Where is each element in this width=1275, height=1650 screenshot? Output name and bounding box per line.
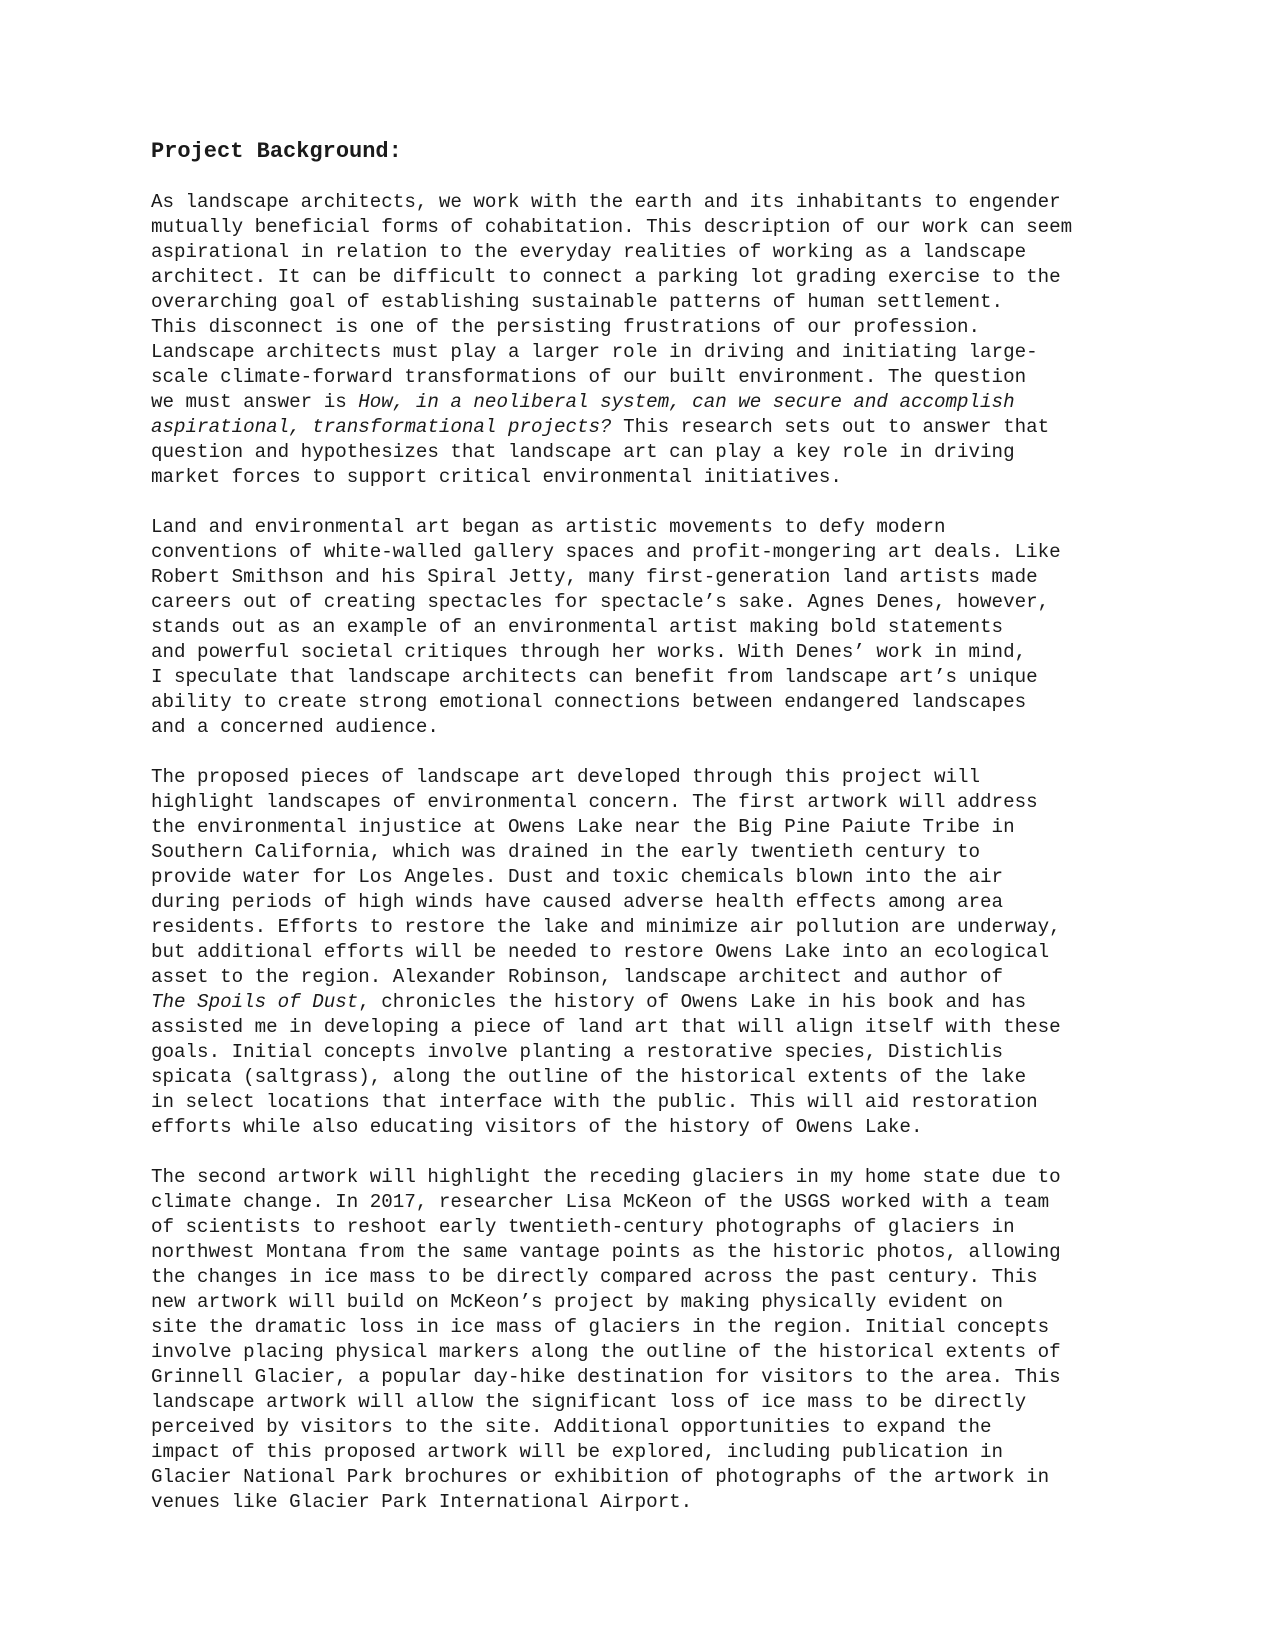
text-line: [151, 590, 1141, 615]
text-run: highlight landscapes of environmental concern. The first artwork will address: [151, 791, 1038, 813]
italic-text: The Spoils of Dust: [151, 991, 359, 1013]
text-line: [151, 940, 1141, 965]
text-line: [151, 765, 1141, 790]
italic-text: How, in a neoliberal system, can we secure and accomplish: [358, 391, 1015, 413]
text-run: This disconnect is one of the persisting frustrations of our profession.: [151, 316, 981, 338]
text-line: [151, 540, 1141, 565]
text-run: careers out of creating spectacles for spectacle’s sake. Agnes Denes, however,: [151, 591, 1050, 613]
text-run: goals. Initial concepts involve planting a restorative species, Distichlis: [151, 1041, 1004, 1063]
text-line: [151, 1290, 1141, 1315]
text-line: [151, 1090, 1141, 1115]
document-body: [151, 190, 1141, 1515]
paragraph-3: [151, 765, 1141, 1140]
text-run: impact of this proposed artwork will be explored, including publication in: [151, 1441, 1004, 1463]
text-run: mutually beneficial forms of cohabitation. This description of our work can seem: [151, 216, 1073, 238]
text-run: involve placing physical markers along the outline of the historical extents of: [151, 1341, 1061, 1363]
text-line: [151, 1265, 1141, 1290]
text-run: but additional efforts will be needed to restore Owens Lake into an ecological: [151, 941, 1050, 963]
text-line: [151, 340, 1141, 365]
text-run: and powerful societal critiques through her works. With Denes’ work in mind,: [151, 641, 1027, 663]
text-run: Glacier National Park brochures or exhibition of photographs of the artwork in: [151, 1466, 1050, 1488]
paragraph-2: [151, 515, 1141, 740]
document-page: [151, 138, 1141, 1540]
text-run: Robert Smithson and his Spiral Jetty, many first-generation land artists made: [151, 566, 1038, 588]
text-line: [151, 965, 1141, 990]
text-line: [151, 690, 1141, 715]
text-line: [151, 1215, 1141, 1240]
text-run: asset to the region. Alexander Robinson, landscape architect and author of: [151, 966, 1004, 988]
text-line: [151, 665, 1141, 690]
text-line: [151, 1340, 1141, 1365]
text-run: conventions of white-walled gallery spaces and profit-mongering art deals. Like: [151, 541, 1061, 563]
text-line: [151, 915, 1141, 940]
text-line: [151, 1465, 1141, 1490]
paragraph-4: [151, 1165, 1141, 1515]
text-line: [151, 865, 1141, 890]
text-line: [151, 840, 1141, 865]
text-line: [151, 1490, 1141, 1515]
text-line: [151, 365, 1141, 390]
text-run: Southern California, which was drained in the early twentieth century to: [151, 841, 981, 863]
text-run: market forces to support critical environmental initiatives.: [151, 466, 842, 488]
text-run: ability to create strong emotional connections between endangered landscapes: [151, 691, 1027, 713]
text-run: site the dramatic loss in ice mass of glaciers in the region. Initial concepts: [151, 1316, 1050, 1338]
text-run: aspirational in relation to the everyday realities of working as a landscape: [151, 241, 1027, 263]
text-line: [151, 1040, 1141, 1065]
text-run: I speculate that landscape architects can benefit from landscape art’s unique: [151, 666, 1038, 688]
text-run: climate change. In 2017, researcher Lisa McKeon of the USGS worked with a team: [151, 1191, 1050, 1213]
text-line: [151, 415, 1141, 440]
text-line: [151, 515, 1141, 540]
text-line: [151, 890, 1141, 915]
text-line: [151, 615, 1141, 640]
text-line: [151, 715, 1141, 740]
text-run: The proposed pieces of landscape art developed through this project will: [151, 766, 981, 788]
text-run: residents. Efforts to restore the lake and minimize air pollution are underway,: [151, 916, 1061, 938]
text-run: Grinnell Glacier, a popular day-hike destination for visitors to the area. This: [151, 1366, 1061, 1388]
text-run: northwest Montana from the same vantage points as the historic photos, allowing: [151, 1241, 1061, 1263]
text-line: [151, 265, 1141, 290]
text-run: Landscape architects must play a larger role in driving and initiating large-: [151, 341, 1038, 363]
text-line: [151, 1165, 1141, 1190]
text-run: architect. It can be difficult to connect a parking lot grading exercise to the: [151, 266, 1061, 288]
text-run: scale climate-forward transformations of our built environment. The question: [151, 366, 1027, 388]
text-line: [151, 190, 1141, 215]
text-run: the environmental injustice at Owens Lake near the Big Pine Paiute Tribe in: [151, 816, 1015, 838]
text-line: [151, 565, 1141, 590]
text-run: efforts while also educating visitors of the history of Owens Lake.: [151, 1116, 923, 1138]
text-run: during periods of high winds have caused adverse health effects among area: [151, 891, 1004, 913]
text-run: the changes in ice mass to be directly compared across the past century. This: [151, 1266, 1038, 1288]
text-run: overarching goal of establishing sustainable patterns of human settlement.: [151, 291, 1004, 313]
text-run: we must answer is: [151, 391, 359, 413]
text-line: [151, 790, 1141, 815]
text-line: [151, 1240, 1141, 1265]
text-run: question and hypothesizes that landscape art can play a key role in driving: [151, 441, 1015, 463]
text-line: [151, 640, 1141, 665]
text-run: provide water for Los Angeles. Dust and toxic chemicals blown into the air: [151, 866, 1004, 888]
text-line: [151, 1015, 1141, 1040]
text-line: [151, 465, 1141, 490]
text-run: , chronicles the history of Owens Lake in his book and has: [358, 991, 1027, 1013]
text-line: [151, 1115, 1141, 1140]
text-run: stands out as an example of an environmental artist making bold statements: [151, 616, 1004, 638]
text-run: Land and environmental art began as artistic movements to defy modern: [151, 516, 946, 538]
paragraph-1: [151, 190, 1141, 490]
text-line: [151, 390, 1141, 415]
text-line: [151, 290, 1141, 315]
text-line: [151, 1415, 1141, 1440]
section-heading: Project Background:: [151, 139, 402, 164]
text-line: [151, 1440, 1141, 1465]
text-line: [151, 240, 1141, 265]
text-line: [151, 315, 1141, 340]
text-run: As landscape architects, we work with the earth and its inhabitants to engender: [151, 191, 1061, 213]
text-run: assisted me in developing a piece of land art that will align itself with these: [151, 1016, 1061, 1038]
text-line: [151, 1365, 1141, 1390]
text-run: perceived by visitors to the site. Additional opportunities to expand the: [151, 1416, 992, 1438]
text-run: spicata (saltgrass), along the outline of the historical extents of the lake: [151, 1066, 1027, 1088]
text-line: [151, 990, 1141, 1015]
text-run: venues like Glacier Park International Airport.: [151, 1491, 693, 1513]
text-run: This research sets out to answer that: [611, 416, 1050, 438]
text-line: [151, 1190, 1141, 1215]
text-line: [151, 1315, 1141, 1340]
text-run: and a concerned audience.: [151, 716, 439, 738]
text-line: [151, 440, 1141, 465]
text-run: landscape artwork will allow the significant loss of ice mass to be directly: [151, 1391, 1027, 1413]
text-run: new artwork will build on McKeon’s project by making physically evident on: [151, 1291, 1004, 1313]
text-line: [151, 215, 1141, 240]
text-run: The second artwork will highlight the receding glaciers in my home state due to: [151, 1166, 1061, 1188]
italic-text: aspirational, transformational projects?: [151, 416, 612, 438]
text-run: of scientists to reshoot early twentieth-century photographs of glaciers in: [151, 1216, 1015, 1238]
text-line: [151, 1390, 1141, 1415]
text-run: in select locations that interface with the public. This will aid restoration: [151, 1091, 1038, 1113]
text-line: [151, 1065, 1141, 1090]
text-line: [151, 815, 1141, 840]
